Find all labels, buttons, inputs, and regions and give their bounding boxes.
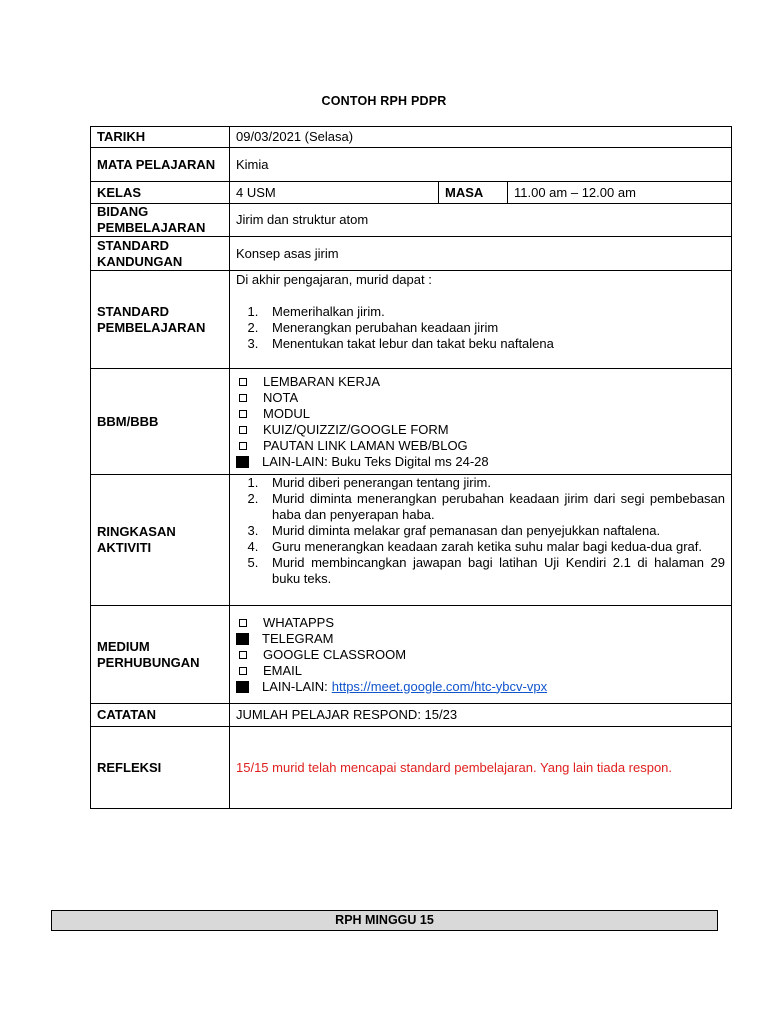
bidang-label: BIDANG PEMBELAJARAN — [91, 204, 230, 237]
medium-option-label: EMAIL — [263, 662, 303, 678]
catatan-value: JUMLAH PELAJAR RESPOND: 15/23 — [230, 704, 732, 727]
checkbox-empty-icon — [239, 410, 247, 418]
medium-options — [236, 615, 725, 679]
medium-lain-label: LAIN-LAIN: — [262, 678, 328, 694]
meet-link[interactable]: https://meet.google.com/htc-ybcv-vpx — [331, 678, 548, 694]
bbm-option-label: KUIZ/QUIZZIZ/GOOGLE FORM — [263, 421, 449, 437]
medium-option-label: TELEGRAM — [262, 630, 334, 646]
standard-kandungan-label: STANDARD KANDUNGAN — [91, 237, 230, 271]
page-title: CONTOH RPH PDPR — [321, 94, 447, 108]
mata-pelajaran-value: Kimia — [230, 148, 732, 182]
bbm-option-label: MODUL — [263, 405, 310, 421]
checkbox-empty-icon — [239, 667, 247, 675]
ringkasan-cell — [230, 475, 732, 606]
catatan-label: CATATAN — [91, 704, 230, 727]
medium-cell — [230, 606, 732, 704]
bbm-option — [236, 454, 725, 470]
row-mata-pelajaran — [91, 148, 732, 182]
mata-pelajaran-label: MATA PELAJARAN — [91, 148, 230, 182]
row-catatan — [91, 704, 732, 727]
medium-option — [236, 647, 725, 663]
ringkasan-item: 5. Murid membincangkan jawapan bagi latihan Uji Kendiri 2.1 di halaman 29 buku teks. — [262, 555, 725, 587]
checkbox-checked-icon — [236, 633, 249, 645]
standard-pembelajaran-item: 1. Memerihalkan jirim. — [262, 304, 725, 320]
standard-pembelajaran-item: 3. Menentukan takat lebur dan takat beku naftalena — [262, 336, 725, 352]
row-standard-kandungan — [91, 237, 732, 271]
ringkasan-label: RINGKASAN AKTIVITI — [91, 475, 230, 606]
medium-option — [236, 631, 725, 647]
row-bbm — [91, 369, 732, 475]
medium-option — [236, 615, 725, 631]
ringkasan-item: 4. Guru menerangkan keadaan zarah ketika suhu malar bagi kedua-dua graf. — [262, 539, 725, 555]
row-standard-pembelajaran — [91, 271, 732, 369]
standard-pembelajaran-label: STANDARD PEMBELAJARAN — [91, 271, 230, 369]
checkbox-empty-icon — [239, 394, 247, 402]
bbm-options — [236, 374, 725, 470]
bbm-option — [236, 374, 725, 390]
row-ringkasan — [91, 475, 732, 606]
bbm-label: BBM/BBB — [91, 369, 230, 475]
medium-option-lain-lain — [236, 679, 725, 695]
standard-pembelajaran-intro: Di akhir pengajaran, murid dapat : — [236, 272, 432, 287]
row-bidang — [91, 204, 732, 237]
ringkasan-item: 1. Murid diberi penerangan tentang jirim. — [262, 475, 725, 491]
bbm-option — [236, 390, 725, 406]
rph-table — [90, 126, 732, 809]
masa-value: 11.00 am – 12.00 am — [508, 182, 732, 204]
standard-pembelajaran-list — [236, 304, 725, 352]
ringkasan-item: 2. Murid diminta menerangkan perubahan keadaan jirim dari segi pembebasan haba dan penyerapan haba. — [262, 491, 725, 523]
row-refleksi — [91, 727, 732, 809]
refleksi-label: REFLEKSI — [91, 727, 230, 809]
standard-pembelajaran-item: 2. Menerangkan perubahan keadaan jirim — [262, 320, 725, 336]
bbm-option — [236, 406, 725, 422]
medium-label: MEDIUM PERHUBUNGAN — [91, 606, 230, 704]
bbm-option-label: LEMBARAN KERJA — [263, 373, 381, 389]
checkbox-empty-icon — [239, 619, 247, 627]
checkbox-empty-icon — [239, 651, 247, 659]
masa-label: MASA — [439, 182, 508, 204]
checkbox-checked-icon — [236, 681, 249, 693]
medium-option-label: WHATAPPS — [263, 614, 335, 630]
bidang-value: Jirim dan struktur atom — [230, 204, 732, 237]
refleksi-value: 15/15 murid telah mencapai standard pembelajaran. Yang lain tiada respon. — [230, 727, 732, 809]
row-kelas — [91, 182, 732, 204]
checkbox-empty-icon — [239, 442, 247, 450]
bbm-option-label: LAIN-LAIN: Buku Teks Digital ms 24-28 — [262, 453, 489, 469]
row-medium — [91, 606, 732, 704]
medium-option-label: GOOGLE CLASSROOM — [263, 646, 407, 662]
bbm-option-label: PAUTAN LINK LAMAN WEB/BLOG — [263, 437, 468, 453]
standard-kandungan-value: Konsep asas jirim — [230, 237, 732, 271]
row-tarikh — [91, 127, 732, 148]
bbm-option — [236, 422, 725, 438]
kelas-value: 4 USM — [230, 182, 439, 204]
tarikh-label: TARIKH — [91, 127, 230, 148]
medium-option — [236, 663, 725, 679]
bbm-option — [236, 438, 725, 454]
kelas-label: KELAS — [91, 182, 230, 204]
tarikh-value: 09/03/2021 (Selasa) — [230, 127, 732, 148]
checkbox-empty-icon — [239, 378, 247, 386]
bbm-option-label: NOTA — [263, 389, 299, 405]
checkbox-empty-icon — [239, 426, 247, 434]
standard-pembelajaran-cell — [230, 271, 732, 369]
ringkasan-item: 3. Murid diminta melakar graf pemanasan dan penyejukkan naftalena. — [262, 523, 725, 539]
bbm-cell — [230, 369, 732, 475]
checkbox-checked-icon — [236, 456, 249, 468]
footer-bar: RPH MINGGU 15 — [51, 910, 718, 931]
ringkasan-list — [236, 475, 725, 587]
